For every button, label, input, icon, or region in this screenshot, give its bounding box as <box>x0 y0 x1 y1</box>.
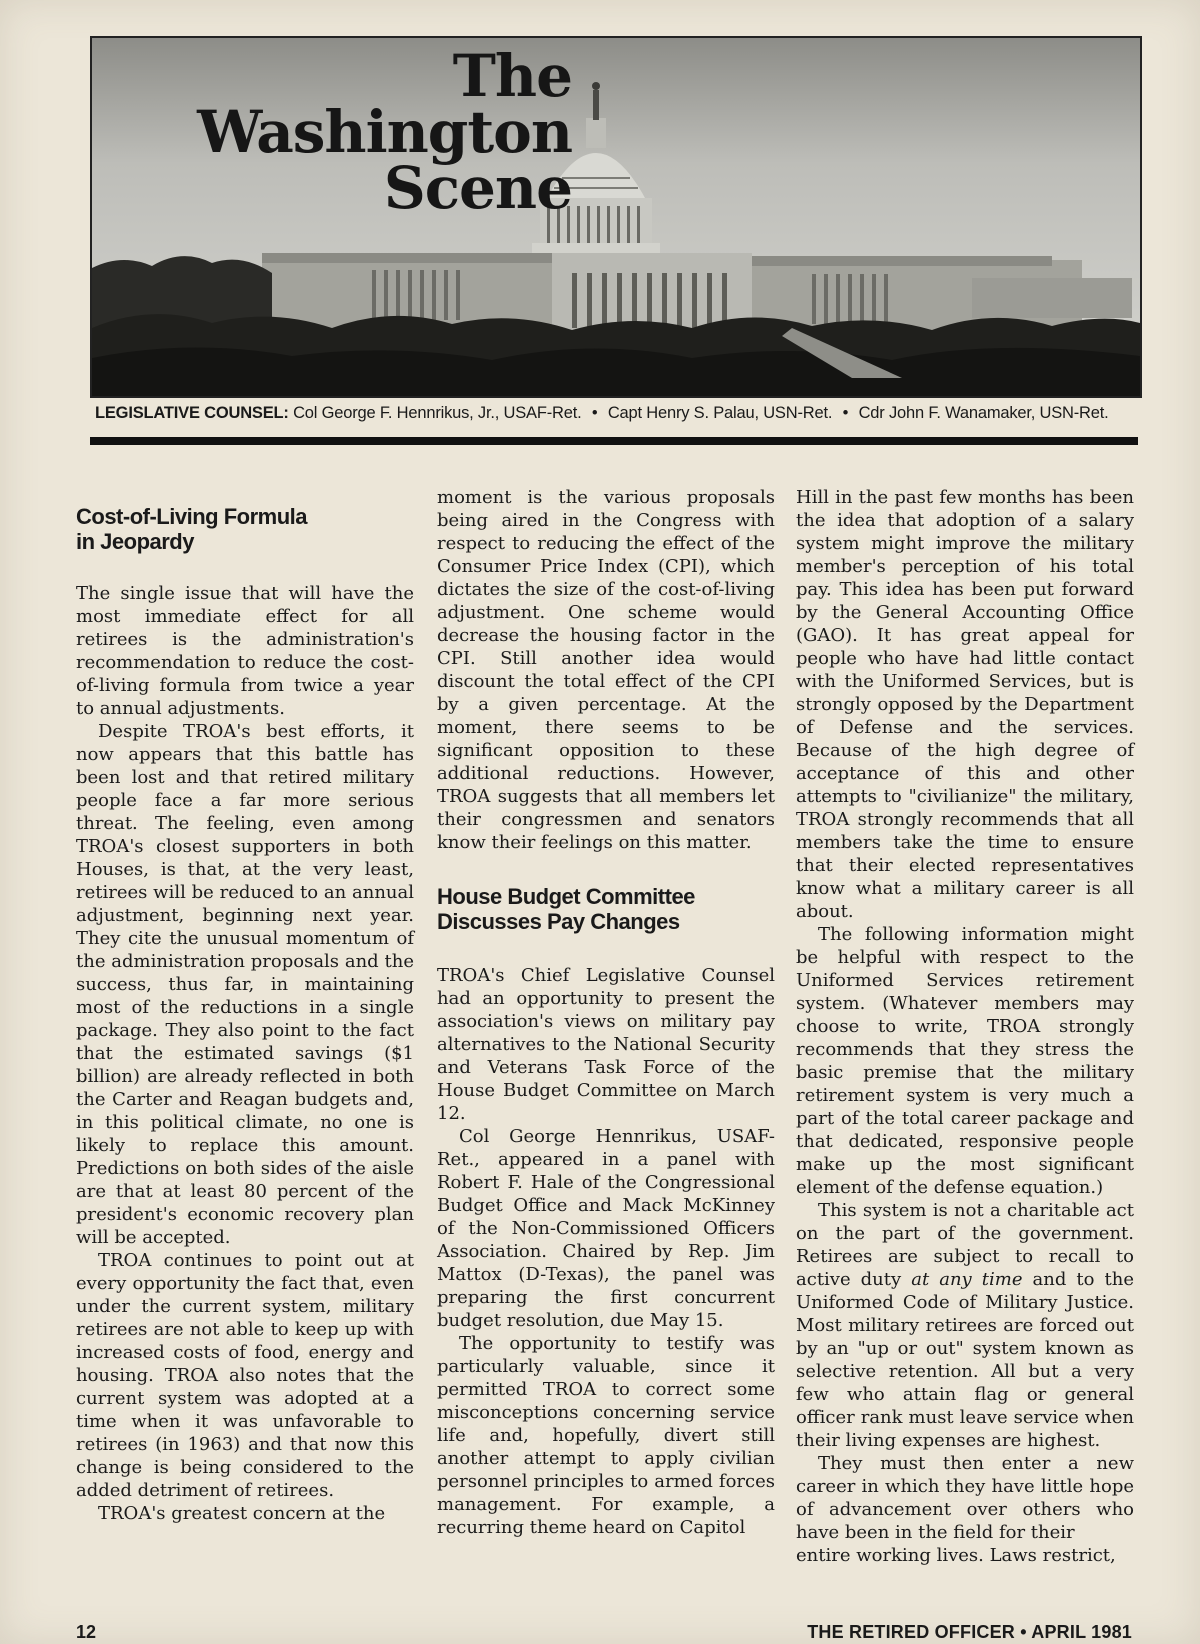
article-2-paragraph: TROA's Chief Legislative Counsel had an opportunity to present the association's views on military pay alternatives to the National Security and Veterans Task Force of the House Budget Committee on March 12. <box>437 965 775 1124</box>
article-2-heading-line-1: House Budget Committee <box>437 884 695 909</box>
header-rule <box>90 437 1138 445</box>
article-1-paragraph: The single issue that will have the most immediate effect for all retirees is the administration's recommendation to reduce the cost-of-living formula from twice a year to annual adjustments. <box>76 583 414 719</box>
credit-person-1: Col George F. Hennrikus, Jr., USAF-Ret. <box>293 404 582 422</box>
legislative-counsel-credits <box>95 404 1138 423</box>
credit-separator: • <box>842 404 849 422</box>
credit-separator: • <box>591 404 598 422</box>
article-2-heading <box>437 884 775 934</box>
article-2-paragraph: entire working lives. Laws restrict, <box>796 1545 1116 1566</box>
credit-person-2: Capt Henry S. Palau, USN-Ret. <box>607 404 833 422</box>
page-number: 12 <box>76 1622 97 1642</box>
footer-separator: • <box>1020 1622 1027 1642</box>
article-1-heading-line-2: in Jeopardy <box>76 529 194 554</box>
credits-label: LEGISLATIVE COUNSEL: <box>95 404 289 422</box>
article-2-paragraph: The following information might be helpful with respect to the Uniformed Services retirement system. (Whatever members may choose to write, TROA strongly recommends that they stress the basic premise that the military retirement system is very much a part of the total career package and that dedicated, responsive people make up the most significant element of the defense equation.) <box>796 924 1134 1198</box>
credit-person-3: Cdr John F. Wanamaker, USN-Ret. <box>858 404 1109 422</box>
article-1-paragraph: TROA continues to point out at every opportunity the fact that, even under the current system, military retirees are not able to keep up with increased costs of food, energy and housing. TROA also notes that the current system was adopted at a time when it was unfavorable to retirees (in 1963) and that now this change is being considered to the added detriment of retirees. <box>76 1250 414 1501</box>
section-title <box>132 42 572 222</box>
article-1-heading <box>76 504 414 554</box>
article-1-heading-line-1: Cost-of-Living Formula <box>76 504 307 529</box>
title-line-3: Scene <box>383 154 572 222</box>
article-2-paragraph: Col George Hennrikus, USAF-Ret., appeared in a panel with Robert F. Hale of the Congressional Budget Office and Mack McKinney of the Non-Commissioned Officers Association. Chaired by Rep. Jim Mattox (D-Texas), the panel was preparing the first concurrent budget resolution, due May 15. <box>437 1126 775 1331</box>
article-2-paragraph: The opportunity to testify was particularly valuable, since it permitted TROA to correct some misconceptions concerning service life and, hopefully, divert still another attempt to apply civilian personnel principles to armed forces management. For example, a recurring theme heard on Capitol <box>437 1333 775 1538</box>
article-1-paragraph: moment is the various proposals being aired in the Congress with respect to reducing the effect of the Consumer Price Index (CPI), which dictates the size of the cost-of-living adjustment. One scheme would decrease the housing factor in the CPI. Still another idea would discount the total effect of the CPI by a given percentage. At the moment, there seems to be significant opposition to these additional reductions. However, TROA suggests that all members let their congressmen and senators know their feelings on this matter. <box>437 487 775 853</box>
article-2-paragraph: Hill in the past few months has been the idea that adoption of a salary system might improve the military member's perception of his total pay. This idea has been put forward by the General Accounting Office (GAO). It has great appeal for people who have had little contact with the Uniformed Services, but is strongly opposed by the Department of Defense and the services. Because of the high degree of acceptance of this and other attempts to "civilianize" the military, TROA strongly recommends that all members take the time to ensure that their elected representatives know what a military career is all about. <box>796 487 1134 922</box>
column-2 <box>437 486 775 1539</box>
emphasis: at any time <box>911 1269 1023 1290</box>
publication-name: THE RETIRED OFFICER <box>807 1622 1016 1642</box>
column-3 <box>796 486 1134 1567</box>
issue-date: APRIL 1981 <box>1031 1622 1132 1642</box>
title-line-2: Washington <box>197 98 572 166</box>
article-2-heading-line-2: Discusses Pay Changes <box>437 909 680 934</box>
title-line-1: The <box>452 42 572 110</box>
article-2-paragraph: They must then enter a new career in which they have little hope of advancement over others who have been in the field for their <box>796 1453 1134 1543</box>
column-1 <box>76 486 414 1525</box>
header-photo <box>90 36 1142 398</box>
article-1-paragraph: TROA's greatest concern at the <box>98 1503 386 1524</box>
publication-footer <box>807 1622 1132 1643</box>
article-2-paragraph: This system is not a charitable act on the part of the government. Retirees are subject to recall to active duty at any time and to the Uniformed Code of Military Justice. Most military retirees are forced out by an "up or out" system known as selective retention. All but a very few who attain flag or general officer rank must leave service when their living expenses are highest. <box>796 1200 1134 1451</box>
article-1-paragraph: Despite TROA's best efforts, it now appears that this battle has been lost and that retired military people face a far more serious threat. The feeling, even among TROA's closest supporters in both Houses, is that, at the very least, retirees will be reduced to an annual adjustment, beginning next year. They cite the unusual momentum of the administration proposals and the success, thus far, in maintaining most of the reductions in a single package. They also point to the fact that the estimated savings ($1 billion) are already reflected in both the Carter and Reagan budgets and, in this political climate, no one is likely to replace this amount. Predictions on both sides of the aisle are that at least 80 percent of the president's economic recovery plan will be accepted. <box>76 721 414 1248</box>
